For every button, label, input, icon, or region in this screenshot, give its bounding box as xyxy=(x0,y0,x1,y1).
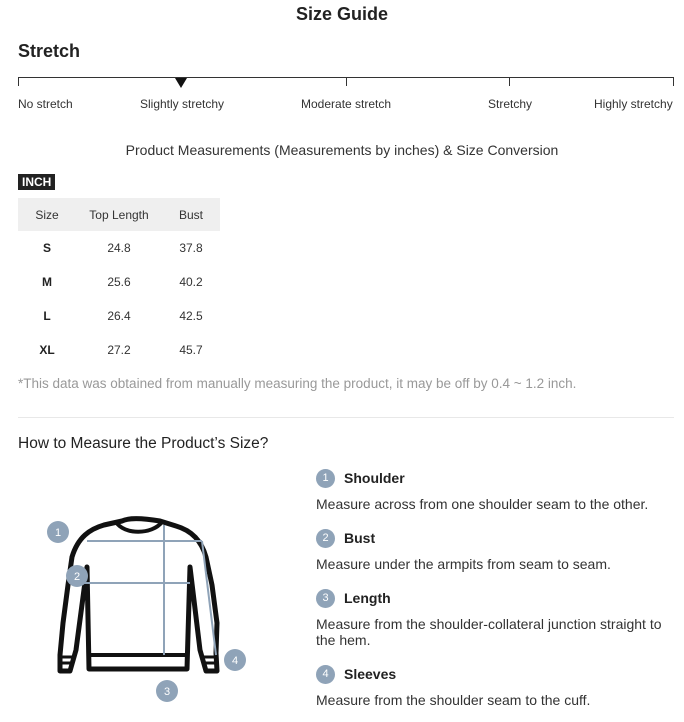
stretch-label-slight: Slightly stretchy xyxy=(140,97,225,111)
column-header-top-length: Top Length xyxy=(76,198,162,231)
size-cell: L xyxy=(43,309,51,323)
step-title: Length xyxy=(344,590,391,606)
top-length-cell: 24.8 xyxy=(107,241,131,255)
step-description: Measure across from one shoulder seam to the other. xyxy=(316,496,649,512)
measure-heading: How to Measure the Product’s Size? xyxy=(18,435,269,452)
table-row xyxy=(18,333,220,367)
step-description: Measure under the armpits from seam to seam. xyxy=(316,556,611,572)
table-caption: Product Measurements (Measurements by inches) & Size Conversion xyxy=(125,142,559,158)
page-title: Size Guide xyxy=(295,4,389,24)
top-length-cell: 25.6 xyxy=(107,275,131,289)
diagram-marker-1 xyxy=(47,521,69,543)
measurement-disclaimer: *This data was obtained from manually measuring the product, it may be off by 0.4 ~ 1.2 inch. xyxy=(18,376,577,391)
selected-marker-icon xyxy=(175,78,187,88)
stretch-scale xyxy=(18,70,674,90)
stretch-heading: Stretch xyxy=(18,41,81,61)
diagram-marker-4 xyxy=(224,649,246,671)
table-header-row xyxy=(18,198,220,231)
step-number-badge: 1 xyxy=(316,469,335,488)
size-cell: XL xyxy=(39,343,55,357)
step-title: Sleeves xyxy=(344,666,397,682)
unit-badge[interactable]: INCH xyxy=(18,174,55,190)
marker-label: 3 xyxy=(163,686,171,698)
size-table xyxy=(18,198,220,367)
stretch-label-moderate: Moderate stretch xyxy=(301,97,392,111)
step-number-badge: 3 xyxy=(316,589,335,608)
stretch-label-high: Highly stretchy xyxy=(594,97,673,111)
step-description: Measure from the shoulder-collateral junction straight to the hem. xyxy=(316,616,662,648)
size-cell: M xyxy=(42,275,52,289)
diagram-marker-3 xyxy=(156,680,178,702)
diagram-marker-2 xyxy=(66,565,88,587)
marker-label: 1 xyxy=(54,527,62,539)
size-cell: S xyxy=(42,241,51,255)
marker-label: 2 xyxy=(73,571,81,583)
table-row xyxy=(18,265,220,299)
step-number-badge: 4 xyxy=(316,665,335,684)
step-title: Bust xyxy=(344,530,376,546)
step-description: Measure from the shoulder seam to the cuff. xyxy=(316,692,591,708)
stretch-label-stretchy: Stretchy xyxy=(488,97,533,111)
bust-cell: 42.5 xyxy=(179,309,203,323)
bust-cell: 45.7 xyxy=(179,343,203,357)
column-header-size: Size xyxy=(18,198,76,231)
section-divider xyxy=(18,417,674,418)
top-length-cell: 27.2 xyxy=(107,343,131,357)
marker-label: 4 xyxy=(231,655,239,667)
column-header-bust: Bust xyxy=(162,198,220,231)
table-row xyxy=(18,231,220,265)
bust-cell: 40.2 xyxy=(179,275,203,289)
table-row xyxy=(18,299,220,333)
top-length-cell: 26.4 xyxy=(107,309,131,323)
sweater-diagram xyxy=(30,505,280,705)
stretch-label-none: No stretch xyxy=(18,97,73,111)
step-title: Shoulder xyxy=(344,470,405,486)
step-number-badge: 2 xyxy=(316,529,335,548)
bust-cell: 37.8 xyxy=(179,241,203,255)
